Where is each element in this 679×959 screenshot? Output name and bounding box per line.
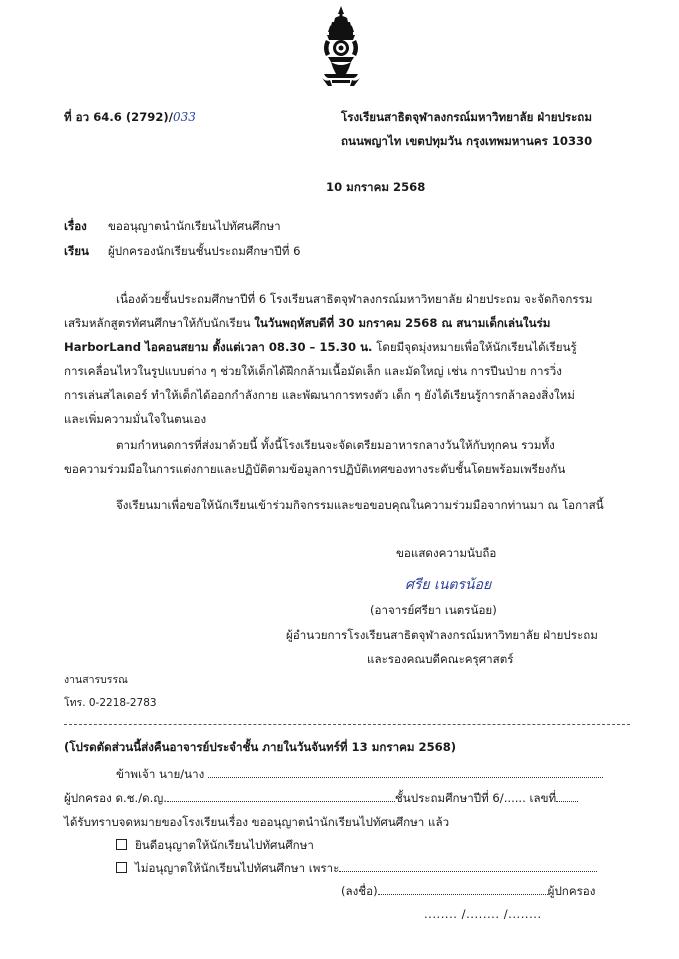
paragraph-1-line-4: การเคลื่อนไหวในรูปแบบต่าง ๆ ช่วยให้เด็กได้ฝึกกล้ามเนื้อมัดเล็ก และมัดใหญ่ เช่น การปีนป่าย การวิ่ง	[64, 364, 562, 378]
slip-line-1-label: ข้าพเจ้า นาย/นาง	[116, 767, 205, 781]
sender-line-1: โรงเรียนสาธิตจุฬาลงกรณ์มหาวิทยาลัย ฝ่ายประถม	[341, 110, 592, 124]
slip-line-2-label: ผู้ปกครอง ด.ช./ด.ญ.	[64, 791, 167, 805]
parent-signature-field[interactable]	[378, 894, 548, 895]
allow-checkbox[interactable]	[116, 839, 127, 850]
option-deny-label: ไม่อนุญาตให้นักเรียนไปทัศนศึกษา เพราะ	[135, 861, 340, 875]
letter-date: 10 มกราคม 2568	[326, 180, 426, 194]
paragraph-1-line-5: การเล่นสไลเดอร์ ทำให้เด็กได้ออกกำลังกาย และพัฒนาการทรงตัว เด็ก ๆ ยังได้เรียนรู้การกล้าลองสิ่งใหม่	[64, 388, 575, 402]
slip-line-3: ได้รับทราบจดหมายของโรงเรียนเรื่อง ขออนุญาตนำนักเรียนไปทัศนศึกษา แล้ว	[64, 815, 450, 829]
sign-prefix: (ลงชื่อ)	[341, 884, 378, 898]
closing: ขอแสดงความนับถือ	[396, 546, 497, 560]
parent-name-field[interactable]	[208, 777, 603, 778]
school-emblem	[318, 4, 364, 90]
department: งานสารบรรณ	[64, 674, 128, 686]
signer-title-2: และรองคณบดีคณะครุศาสตร์	[367, 652, 514, 666]
event-venue-highlight: HarborLand ไอคอนสยาม ตั้งแต่เวลา 08.30 – 15.30 น.	[64, 340, 373, 354]
slip-header: (โปรดตัดส่วนนี้ส่งคืนอาจารย์ประจำชั้น ภายในวันจันทร์ที่ 13 มกราคม 2568)	[64, 740, 457, 754]
to-text: ผู้ปกครองนักเรียนชั้นประถมศึกษาปีที่ 6	[108, 244, 301, 258]
signer-name: (อาจารย์ศรียา เนตรน้อย)	[370, 603, 497, 617]
slip-class-label: ชั้นประถมศึกษาปีที่ 6/......	[394, 791, 526, 805]
signer-title-1: ผู้อำนวยการโรงเรียนสาธิตจุฬาลงกรณ์มหาวิทยาลัย ฝ่ายประถม	[286, 628, 598, 642]
subject-text: ขออนุญาตนำนักเรียนไปทัศนศึกษา	[108, 219, 281, 233]
slip-date-line[interactable]: ........ /........ /........	[424, 907, 542, 921]
reference-handwritten-number: 033	[172, 110, 196, 124]
cut-line	[64, 724, 630, 725]
paragraph-1-line-2	[64, 312, 550, 336]
to-row	[64, 244, 301, 259]
slip-signature-line	[341, 884, 595, 899]
student-name-field[interactable]	[167, 801, 395, 802]
slip-line-1	[116, 767, 603, 782]
deny-reason-field[interactable]	[339, 871, 597, 872]
subject-label: เรื่อง	[64, 219, 87, 233]
paragraph-1-line-1: เนื่องด้วยชั้นประถมศึกษาปีที่ 6 โรงเรียนสาธิตจุฬาลงกรณ์มหาวิทยาลัย ฝ่ายประถม จะจัดกิจกรรม	[116, 292, 593, 306]
signature: ศรีย เนตรน้อย	[405, 577, 492, 593]
deny-checkbox[interactable]	[116, 862, 127, 873]
paragraph-1-line-3-text: โดยมีจุดมุ่งหมายเพื่อให้นักเรียนได้เรียนรู้	[372, 340, 577, 354]
slip-number-label: เลขที่	[529, 791, 557, 805]
reference-number	[64, 110, 196, 125]
reference-label: ที่ อว 64.6 (2792)/	[64, 110, 173, 124]
subject-row	[64, 219, 281, 234]
paragraph-1-line-3	[64, 336, 577, 360]
phone: โทร. 0-2218-2783	[64, 697, 157, 709]
student-number-field[interactable]	[556, 801, 578, 802]
option-allow-label: ยินดีอนุญาตให้นักเรียนไปทัศนศึกษา	[135, 838, 314, 852]
sender-line-2: ถนนพญาไท เขตปทุมวัน กรุงเทพมหานคร 10330	[341, 134, 593, 148]
option-allow[interactable]	[116, 838, 314, 853]
slip-line-2	[64, 791, 578, 806]
paragraph-3: จึงเรียนมาเพื่อขอให้นักเรียนเข้าร่วมกิจกรรมและขอขอบคุณในความร่วมมือจากท่านมา ณ โอกาสนี้	[116, 498, 604, 512]
option-deny[interactable]	[116, 861, 597, 876]
to-label: เรียน	[64, 244, 89, 258]
paragraph-2-line-1: ตามกำหนดการที่ส่งมาด้วยนี้ ทั้งนี้โรงเรียนจะจัดเตรียมอาหารกลางวันให้กับทุกคน รวมทั้ง	[116, 438, 555, 452]
event-date-highlight: ในวันพฤหัสบดีที่ 30 มกราคม 2568 ณ สนามเด็กเล่นในร่ม	[254, 316, 551, 330]
paragraph-1-line-2-text: เสริมหลักสูตรทัศนศึกษาให้กับนักเรียน	[64, 316, 255, 330]
sign-suffix: ผู้ปกครอง	[547, 884, 596, 898]
paragraph-1-line-6: และเพิ่มความมั่นใจในตนเอง	[64, 412, 207, 426]
paragraph-2-line-2: ขอความร่วมมือในการแต่งกายและปฏิบัติตามข้อมูลการปฏิบัติเทศของทางระดับชั้นโดยพร้อมเพรียงกัน	[64, 462, 566, 476]
